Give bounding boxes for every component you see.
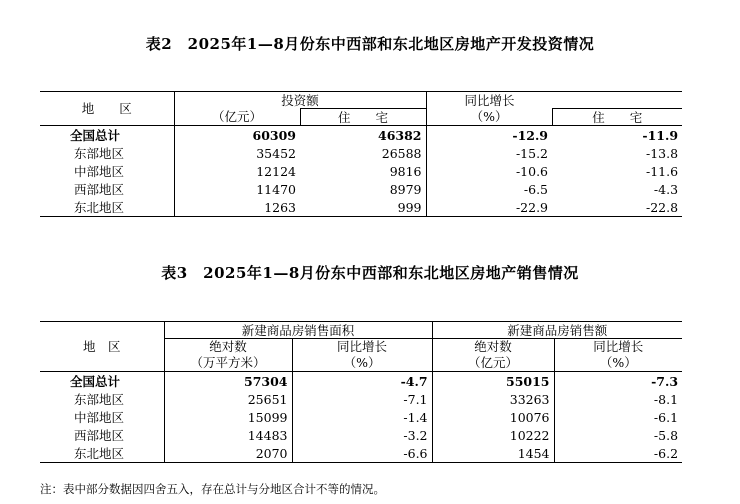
table3-header-area-yoy-unit: （%）	[292, 355, 432, 372]
table2-residential: 999	[300, 198, 426, 217]
table2-header-investment-label: 投资额	[281, 92, 319, 108]
table2-yoy: -10.6	[515, 163, 549, 179]
table2-region: 东北地区	[40, 198, 174, 217]
table2-investment: 12124	[256, 163, 296, 179]
table3-region: 西部地区	[40, 426, 164, 444]
table3-area-yoy: -6.6	[292, 444, 432, 463]
table2-header-yoy	[426, 92, 682, 109]
table3-area-yoy: -1.4	[292, 408, 432, 426]
table2-residential: 9816	[300, 162, 426, 180]
table3-header-area-unit: （万平方米）	[164, 355, 292, 372]
table2-header-region: 地 区	[40, 92, 174, 126]
table3-row	[40, 444, 682, 463]
table3-row	[40, 408, 682, 426]
table2-row	[40, 180, 682, 198]
table3-sales-yoy: -8.1	[653, 391, 679, 407]
table3-header-area-group: 新建商品房销售面积	[164, 322, 432, 339]
table3-sales-yoy: -7.3	[651, 373, 679, 389]
table2-investment: 1263	[264, 199, 296, 215]
table2-residential: 8979	[300, 180, 426, 198]
table3-sales-yoy: -6.2	[653, 445, 679, 461]
table2-region: 东部地区	[40, 144, 174, 162]
table3-row	[40, 390, 682, 408]
table2-yoy: -22.9	[515, 199, 549, 215]
table3-header-sales-yoy: 同比增长	[593, 339, 644, 355]
table3-sales-yoy: -6.1	[653, 409, 679, 425]
table2-row	[40, 126, 682, 145]
table2-row	[40, 162, 682, 180]
table2-region: 西部地区	[40, 180, 174, 198]
table3-header-region: 地 区	[40, 322, 164, 372]
table3-area: 14483	[164, 426, 292, 444]
table2-header-yoy-label: 同比增长	[464, 92, 515, 108]
table2-investment: 60309	[252, 127, 296, 143]
table2-yoy-residential: -11.9	[642, 127, 679, 143]
table3-row	[40, 372, 682, 391]
table2-yoy-residential: -13.8	[645, 145, 679, 161]
table3-region: 中部地区	[40, 408, 164, 426]
table3-region: 全国总计	[40, 372, 164, 391]
footnote: 注：表中部分数据因四舍五入，存在总计与分地区合计不等的情况。	[40, 482, 385, 496]
table3-area-yoy: -3.2	[292, 426, 432, 444]
table3-header-sales-group: 新建商品房销售额	[432, 322, 682, 339]
table2-header-investment	[174, 92, 426, 109]
table3-sales: 1454	[432, 444, 554, 463]
table2-yoy-residential: -11.6	[645, 163, 679, 179]
table2-yoy: -15.2	[515, 145, 549, 161]
table3-header-area-yoy: 同比增长	[292, 339, 432, 355]
table2-investment: 11470	[256, 181, 296, 197]
table3-area-yoy: -4.7	[292, 372, 432, 391]
table3-area: 25651	[164, 390, 292, 408]
table3	[40, 321, 682, 463]
table2-header-yoy-unit: （%）	[426, 109, 552, 126]
table3-header-area-absolute: 绝对数	[164, 339, 292, 355]
table3-area: 15099	[164, 408, 292, 426]
table3-title: 表3 2025年1—8月份东中西部和东北地区房地产销售情况	[161, 264, 579, 282]
table2-yoy: -12.9	[512, 127, 549, 143]
table2	[40, 91, 682, 217]
table3-area-yoy: -7.1	[292, 390, 432, 408]
table3-sales: 10222	[432, 426, 554, 444]
table3-region: 东北地区	[40, 444, 164, 463]
table2-residential: 46382	[300, 126, 426, 145]
table3-header-sales-yoy-unit: （%）	[554, 355, 682, 372]
table2-title: 表2 2025年1—8月份东中西部和东北地区房地产开发投资情况	[145, 35, 595, 53]
table2-header-residential: 住 宅	[300, 109, 426, 126]
table3-header-sales-unit: （亿元）	[432, 355, 554, 372]
table2-row	[40, 198, 682, 217]
table2-yoy: -6.5	[523, 181, 549, 197]
table3-sales: 33263	[432, 390, 554, 408]
table2-row	[40, 144, 682, 162]
table2-header-investment-unit: （亿元）	[174, 109, 300, 126]
table2-investment: 35452	[256, 145, 296, 161]
table3-sales: 10076	[432, 408, 554, 426]
table3-row	[40, 426, 682, 444]
table2-region: 中部地区	[40, 162, 174, 180]
table3-area: 2070	[164, 444, 292, 463]
table3-sales-yoy: -5.8	[653, 427, 679, 443]
table3-header-sales-absolute: 绝对数	[432, 339, 554, 355]
table3-sales: 55015	[432, 372, 554, 391]
table2-header-yoy-residential: 住 宅	[552, 109, 682, 126]
table2-yoy-residential: -22.8	[645, 199, 679, 215]
table2-residential: 26588	[300, 144, 426, 162]
table3-region: 东部地区	[40, 390, 164, 408]
table3-area: 57304	[164, 372, 292, 391]
table2-region: 全国总计	[40, 126, 174, 145]
table2-yoy-residential: -4.3	[653, 181, 679, 197]
